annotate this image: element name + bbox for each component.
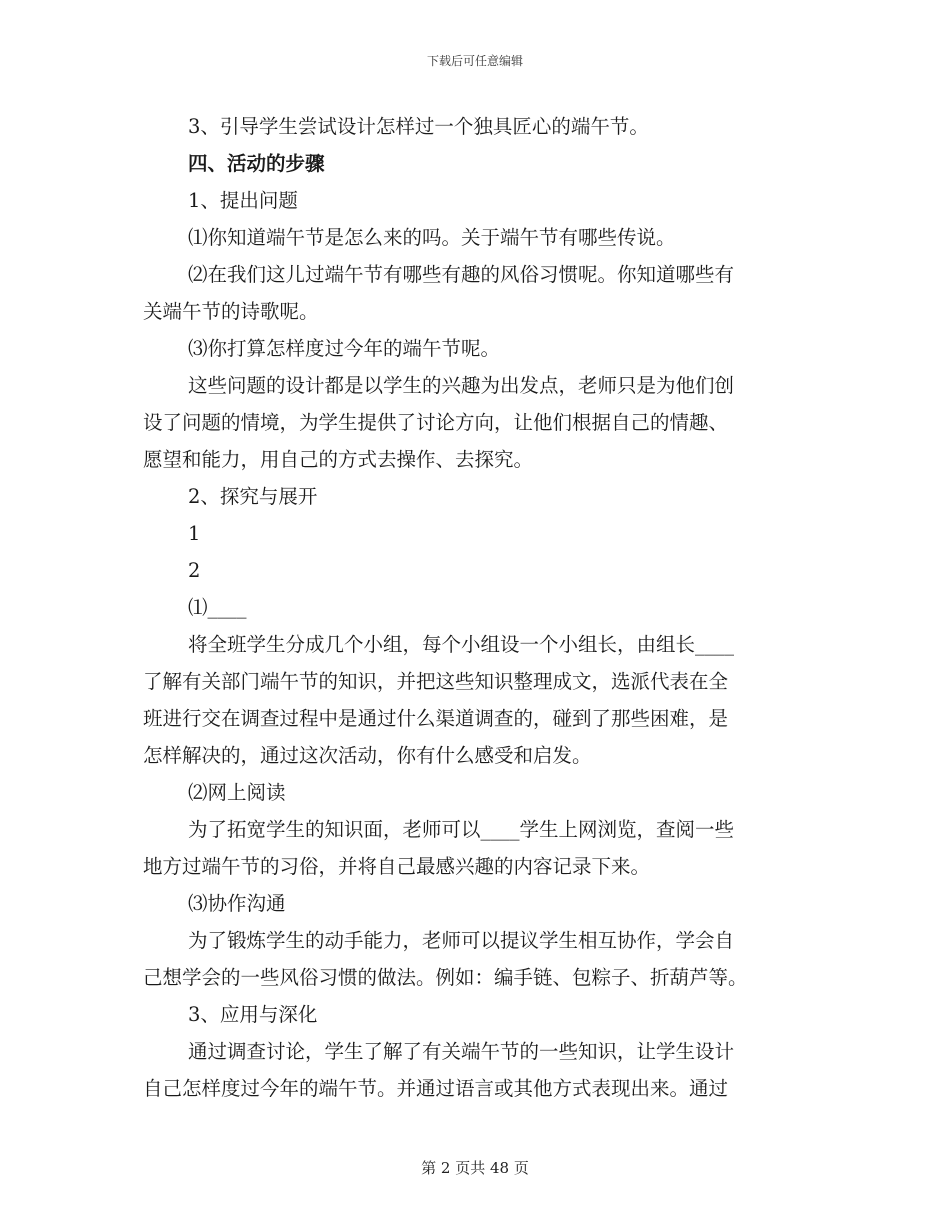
paragraph-line: 地方过端午节的习俗，并将自己最感兴趣的内容记录下来。 xyxy=(143,855,651,878)
page-header: 下载后可任意编辑 xyxy=(426,54,523,68)
paragraph-line: ⑴你知道端午节是怎么来的吗。关于端午节有哪些传说。 xyxy=(188,226,676,249)
page-footer: 第 2 页共 48 页 xyxy=(421,1159,529,1177)
paragraph-line: 愿望和能力，用自己的方式去操作、去探究。 xyxy=(143,448,534,471)
paragraph-line: 2 xyxy=(188,559,201,582)
paragraph-line: 通过调查讨论，学生了解了有关端午节的一些知识，让学生设计 xyxy=(188,1040,735,1063)
paragraph-line: ⑴____ xyxy=(188,596,247,619)
paragraph-line: 怎样解决的，通过这次活动，你有什么感受和启发。 xyxy=(143,744,592,767)
paragraph-line: 己想学会的一些风俗习惯的做法。例如：编手链、包粽子、折葫芦等。 xyxy=(143,966,748,989)
paragraph-line: 1、提出问题 xyxy=(188,189,298,212)
document-body xyxy=(143,108,813,1107)
section-heading: 四、活动的步骤 xyxy=(188,152,325,175)
paragraph-line: 设了问题的情境，为学生提供了讨论方向，让他们根据自己的情趣、 xyxy=(143,411,729,434)
paragraph-line: ⑶你打算怎样度过今年的端午节呢。 xyxy=(188,337,501,360)
paragraph-line: 将全班学生分成几个小组，每个小组设一个小组长，由组长____ xyxy=(188,633,735,656)
paragraph-line: 2、探究与展开 xyxy=(188,485,318,508)
paragraph-line: 1 xyxy=(188,522,201,545)
paragraph-line: 为了拓宽学生的知识面，老师可以____学生上网浏览，查阅一些 xyxy=(188,818,735,841)
paragraph-line: ⑵网上阅读 xyxy=(188,781,286,804)
paragraph-line: 这些问题的设计都是以学生的兴趣为出发点，老师只是为他们创 xyxy=(188,374,735,397)
paragraph-line: 3、应用与深化 xyxy=(188,1003,318,1026)
paragraph-line: 关端午节的诗歌呢。 xyxy=(143,300,319,323)
paragraph-line: 自己怎样度过今年的端午节。并通过语言或其他方式表现出来。通过 xyxy=(143,1077,729,1100)
paragraph-line: 3、引导学生尝试设计怎样过一个独具匠心的端午节。 xyxy=(188,115,649,138)
paragraph-line: ⑵在我们这儿过端午节有哪些有趣的风俗习惯呢。你知道哪些有 xyxy=(188,263,735,286)
paragraph-line: 为了锻炼学生的动手能力，老师可以提议学生相互协作，学会自 xyxy=(188,929,735,952)
paragraph-line: 班进行交在调查过程中是通过什么渠道调查的，碰到了那些困难，是 xyxy=(143,707,729,730)
paragraph-line: ⑶协作沟通 xyxy=(188,892,286,915)
paragraph-line: 了解有关部门端午节的知识，并把这些知识整理成文，选派代表在全 xyxy=(143,670,729,693)
